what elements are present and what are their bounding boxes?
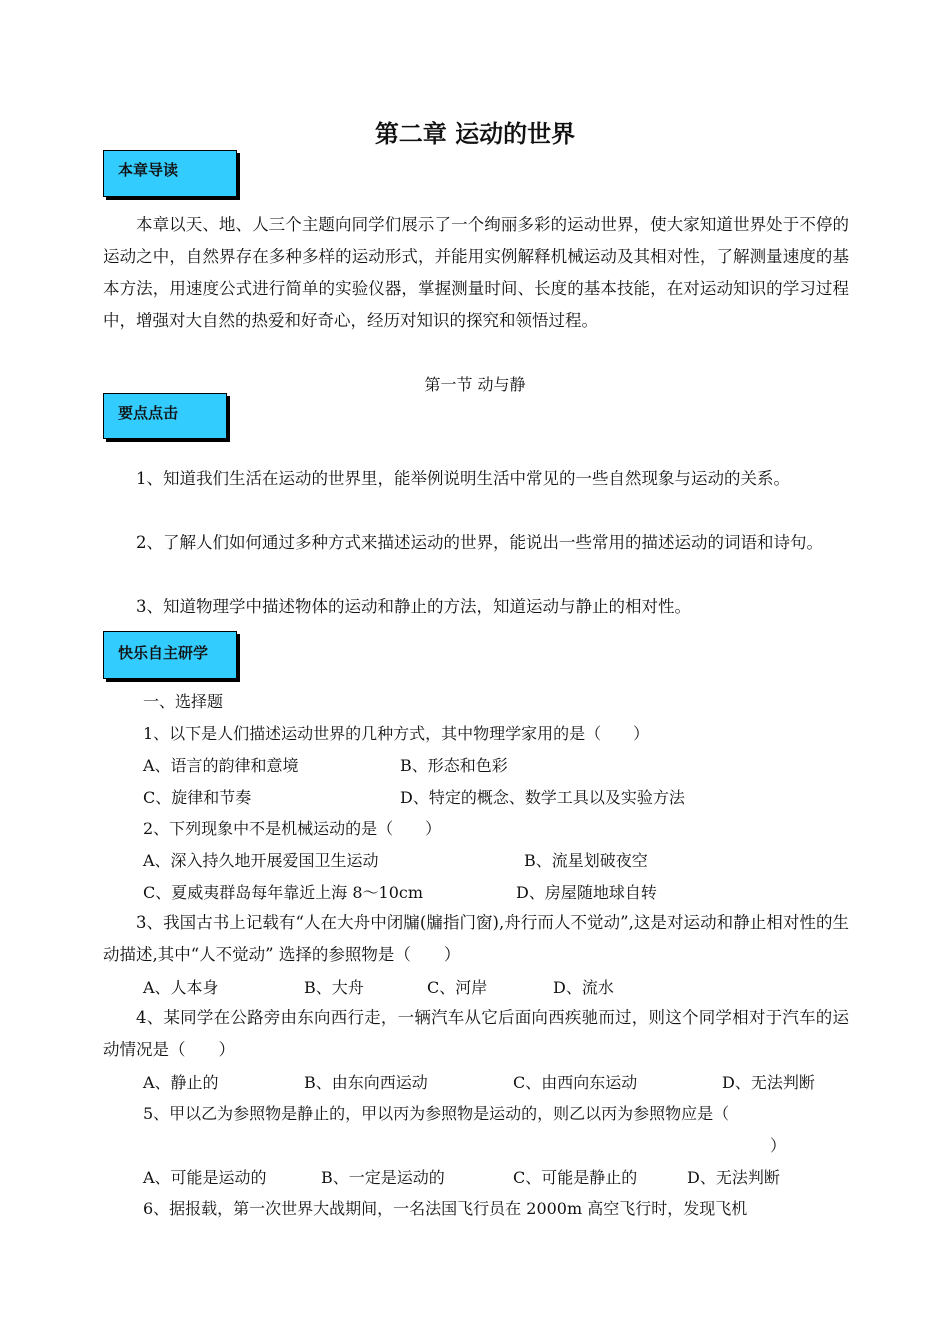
chapter-title: 第二章 运动的世界 xyxy=(374,120,576,148)
point-1: 1、知道我们生活在运动的世界里，能举例说明生活中常见的一些自然现象与运动的关系。 xyxy=(136,469,790,488)
q5-option-d: D、无法判断 xyxy=(687,1168,780,1187)
section-title: 第一节 动与静 xyxy=(424,375,526,394)
study-box-label: 快乐自主研学 xyxy=(103,631,237,679)
intro-paragraph: 本章以天、地、人三个主题向同学们展示了一个绚丽多彩的运动世界，使大家知道世界处于不停的运动之中，自然界存在多种多样的运动形式，并能用实例解释机械运动及其相对性，了解测量速度的基本方法，用速度公式进行简单的实验仪器，掌握测量时间、长度的基本技能，在对运动知识的学习过程中，增强对大自然的热爱和好奇心，经历对知识的探究和领悟过程。 xyxy=(103,215,849,330)
q2-option-a: A、深入持久地开展爱国卫生运动 xyxy=(143,851,379,870)
question-2: 2、下列现象中不是机械运动的是（ ） xyxy=(143,819,442,838)
q4-option-c: C、由西向东运动 xyxy=(513,1073,638,1092)
question-6: 6、据报载，第一次世界大战期间，一名法国飞行员在 2000m 高空飞行时，发现飞机 xyxy=(143,1199,748,1218)
q5-option-a: A、可能是运动的 xyxy=(143,1168,267,1187)
q5-option-c: C、可能是静止的 xyxy=(513,1168,638,1187)
q3-option-c: C、河岸 xyxy=(427,978,488,997)
part-heading: 一、选择题 xyxy=(143,692,224,711)
q1-option-a: A、语言的韵律和意境 xyxy=(143,756,299,775)
q3-option-a: A、人本身 xyxy=(143,978,219,997)
q2-option-b: B、流星划破夜空 xyxy=(524,851,648,870)
question-4: 4、某同学在公路旁由东向西行走，一辆汽车从它后面向西疾驰而过，则这个同学相对于汽车的运动情况是（ ） xyxy=(103,1008,849,1059)
q1-option-c: C、旋律和节奏 xyxy=(143,788,252,807)
q5-option-b: B、一定是运动的 xyxy=(321,1168,445,1187)
q3-option-b: B、大舟 xyxy=(304,978,364,997)
q2-option-c: C、夏威夷群岛每年靠近上海 8～10cm xyxy=(143,883,424,902)
question-5: 5、甲以乙为参照物是静止的，甲以丙为参照物是运动的，则乙以丙为参照物应是（ xyxy=(143,1104,730,1123)
point-2: 2、了解人们如何通过多种方式来描述运动的世界，能说出一些常用的描述运动的词语和诗句。 xyxy=(136,533,823,552)
question-5-close-paren: ） xyxy=(770,1136,787,1155)
points-box-label: 要点点击 xyxy=(103,393,227,439)
q1-option-d: D、特定的概念、数学工具以及实验方法 xyxy=(400,788,685,807)
q2-option-d: D、房屋随地球自转 xyxy=(516,883,657,902)
q4-option-b: B、由东向西运动 xyxy=(304,1073,428,1092)
q4-option-d: D、无法判断 xyxy=(722,1073,815,1092)
question-1: 1、以下是人们描述运动世界的几种方式，其中物理学家用的是（ ） xyxy=(143,724,650,743)
q1-option-b: B、形态和色彩 xyxy=(400,756,508,775)
q3-option-d: D、流水 xyxy=(553,978,614,997)
question-3: 3、我国古书上记载有“人在大舟中闭牖(牖指门窗),舟行而人不觉动”,这是对运动和静止相对性的生动描述,其中“人不觉动” 选择的参照物是（ ） xyxy=(103,913,849,964)
q4-option-a: A、静止的 xyxy=(143,1073,219,1092)
point-3: 3、知道物理学中描述物体的运动和静止的方法，知道运动与静止的相对性。 xyxy=(136,597,691,616)
intro-box-label: 本章导读 xyxy=(103,150,237,197)
